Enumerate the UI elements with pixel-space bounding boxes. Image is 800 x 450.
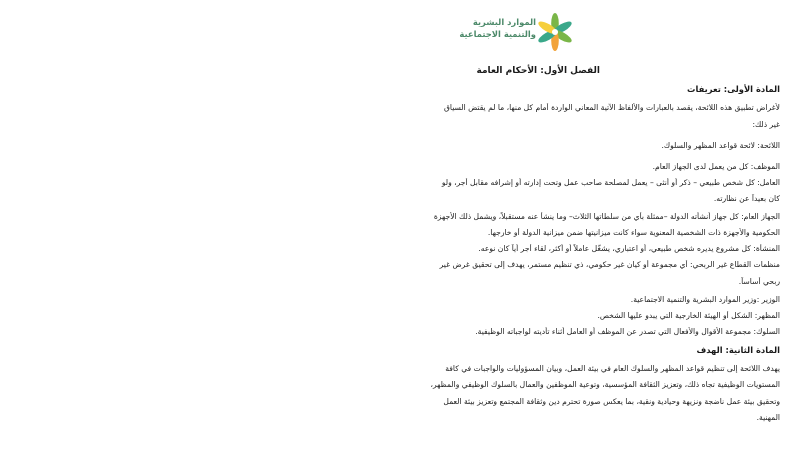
definition-line: كان بعيداً عن نظارته. <box>713 194 780 203</box>
definition-line: العامل: كل شخص طبيعي – ذكر أو أنثى – يعمل لمصلحة صاحب عمل وتحت إدارته أو إشرافه مقابل أجر، ولو <box>441 178 780 187</box>
definition-line: الحكومية والأجهزة ذات الشخصية المعنوية سواء كانت ميزانيتها ضمن ميزانية الدولة أو خارجها. <box>487 228 780 237</box>
article-2-title: المادة الثانية: الهدف <box>696 345 780 355</box>
article-2-line: وتحقيق بيئة عمل ناضجة ونزيهة وحيادية ونقية، بما يعكس صورة تحترم دين وثقافة المجتمع وتعزيز بيئة العمل <box>443 397 780 406</box>
definition-line: الجهاز العام: كل جهاز أنشأته الدولة –ممثلة بأي من سلطاتها الثلاث– وما ينشأ عنه مستقبلاً، ويشمل ذلك الأجهزة <box>433 212 780 221</box>
definition-line: ربحي أساساً. <box>738 277 780 286</box>
article-1-intro-line-2: غير ذلك: <box>752 120 780 129</box>
logo-line-1: الموارد البشرية <box>472 17 536 27</box>
definition-line: السلوك: مجموعة الأقوال والأفعال التي تصدر عن الموظف أو العامل أثناء تأديته لواجباته الوظيفية. <box>475 327 780 336</box>
article-2-line: المستويات الوظيفية تجاه ذلك، وتعزيز الثقافة المؤسسية، وتوعية الموظفين والعمال بالسلوك الوظيفي والمظهر، <box>430 380 780 389</box>
definition-line: منظمات القطاع غير الربحي: أي مجموعة أو كيان غير حكومي، ذي تنظيم مستمر، يهدف إلى تحقيق غرض غير <box>439 260 780 269</box>
logo-line-2: والتنمية الاجتماعية <box>459 29 536 39</box>
article-1-intro-line-1: لأغراض تطبيق هذه اللائحة، يقصد بالعبارات والألفاظ الآتية المعاني الواردة أمام كل منها، ما لم يقتض السياق <box>444 103 780 112</box>
ministry-logo <box>459 10 572 54</box>
ministry-logo-icon <box>536 12 574 52</box>
chapter-title: الفصل الأول: الأحكام العامة <box>476 66 600 76</box>
logo-text <box>459 16 536 40</box>
article-2-line: المهنية. <box>756 413 780 422</box>
definition-line: الموظف: كل من يعمل لدى الجهاز العام. <box>652 162 780 171</box>
definition-line: اللائحة: لائحة قواعد المظهر والسلوك. <box>661 141 780 150</box>
article-2-line: يهدف اللائحة إلى تنظيم قواعد المظهر والسلوك العام في بيئة العمل، وبيان المسؤوليات والواجبات في كافة <box>445 364 780 373</box>
article-1-title: المادة الأولى: تعريفات <box>687 84 780 94</box>
definition-line: المنشأة: كل مشروع يديره شخص طبيعي، أو اعتباري، يشغّل عاملاً أو أكثر، لقاء أجر أياً كان نوعه. <box>478 244 780 253</box>
definition-line: المظهر: الشكل أو الهيئة الخارجية التي يبدو عليها الشخص. <box>597 311 780 320</box>
definition-line: الوزير :وزير الموارد البشرية والتنمية الاجتماعية. <box>630 295 780 304</box>
